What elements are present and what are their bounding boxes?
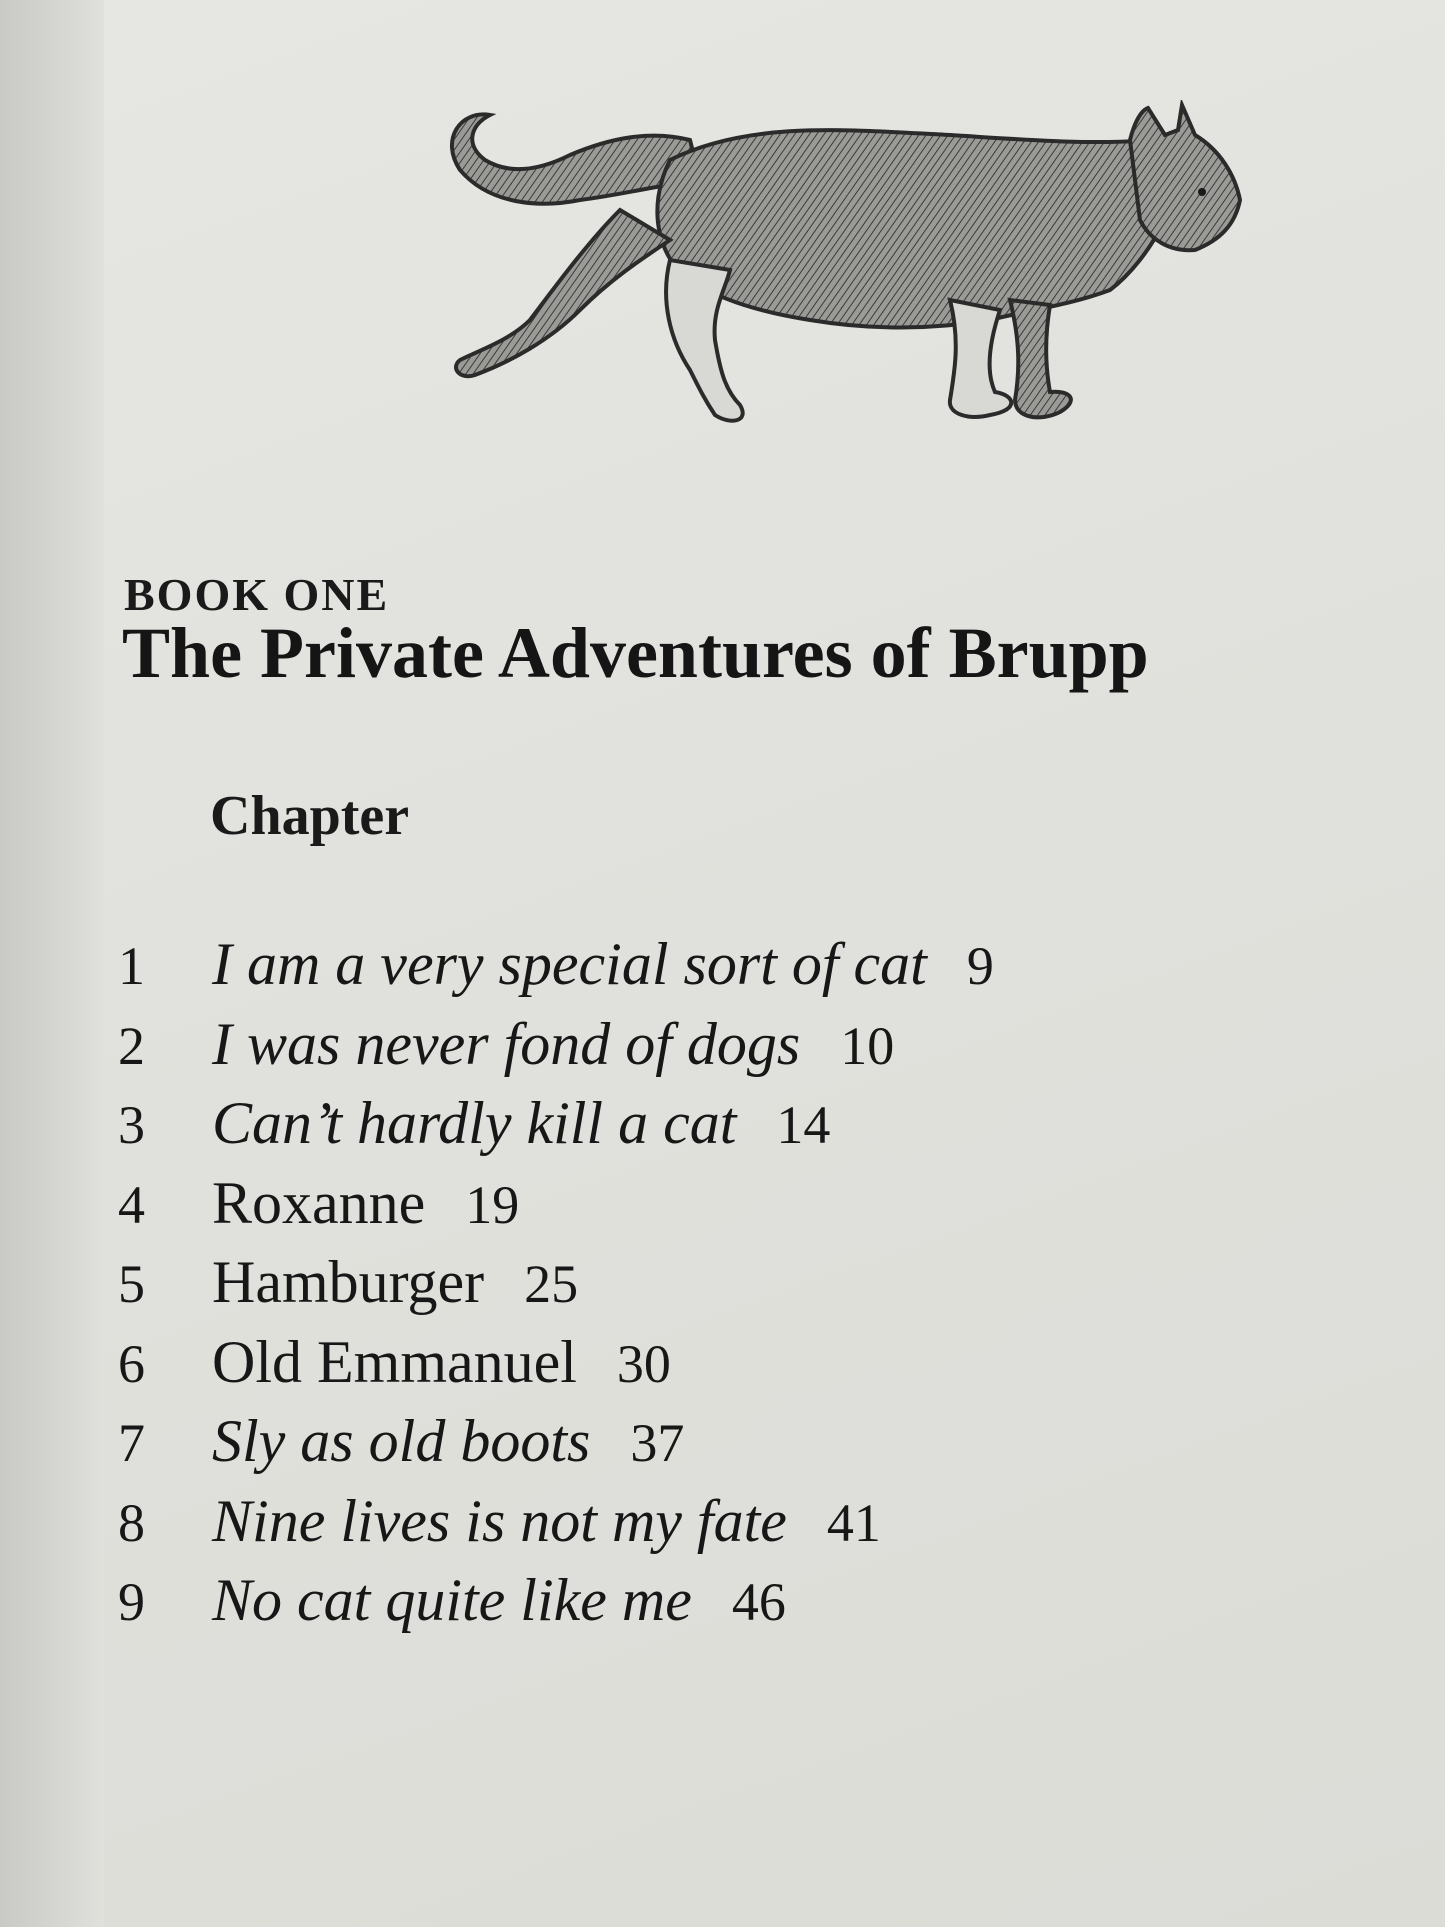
chapter-page-number: 14 bbox=[776, 1095, 831, 1155]
chapter-number: 4 bbox=[118, 1174, 145, 1235]
chapter-number: 8 bbox=[118, 1492, 145, 1553]
chapter-title: Nine lives is not my fate bbox=[212, 1487, 787, 1554]
walking-cat-illustration bbox=[430, 100, 1270, 480]
chapter-number: 7 bbox=[118, 1413, 145, 1473]
chapter-title: Hamburger bbox=[212, 1249, 485, 1315]
chapter-page-number: 19 bbox=[465, 1174, 520, 1235]
chapter-number: 2 bbox=[118, 1015, 145, 1076]
table-of-contents bbox=[118, 930, 994, 1646]
chapter-title: No cat quite like me bbox=[212, 1567, 692, 1633]
chapter-title: Old Emmanuel bbox=[212, 1328, 577, 1395]
chapter-page-number: 46 bbox=[731, 1572, 786, 1632]
toc-entry-3 bbox=[118, 1089, 994, 1169]
chapter-page-number: 25 bbox=[524, 1254, 579, 1314]
book-title: The Private Adventures of Brupp bbox=[122, 613, 1149, 693]
toc-entry-9 bbox=[118, 1566, 994, 1646]
toc-entry-1 bbox=[118, 930, 994, 1010]
chapter-page-number: 41 bbox=[826, 1492, 881, 1553]
toc-entry-6 bbox=[118, 1328, 994, 1408]
toc-entry-7 bbox=[118, 1407, 994, 1487]
chapter-number: 3 bbox=[118, 1095, 145, 1155]
chapter-number: 1 bbox=[118, 936, 145, 996]
chapter-title: I am a very special sort of cat bbox=[212, 931, 927, 997]
toc-entry-8 bbox=[118, 1487, 994, 1567]
toc-entry-4 bbox=[118, 1169, 994, 1249]
chapter-title: Can’t hardly kill a cat bbox=[212, 1090, 737, 1156]
chapter-page-number: 37 bbox=[630, 1413, 685, 1473]
toc-entry-2 bbox=[118, 1010, 994, 1090]
chapter-number: 5 bbox=[118, 1254, 145, 1314]
chapter-title: Roxanne bbox=[212, 1169, 426, 1236]
chapter-page-number: 10 bbox=[840, 1015, 895, 1076]
page-gutter-shadow bbox=[0, 0, 104, 1927]
book-label: BOOK ONE bbox=[124, 569, 390, 620]
chapter-page-number: 9 bbox=[966, 936, 994, 996]
chapter-page-number: 30 bbox=[616, 1333, 671, 1394]
chapter-number: 6 bbox=[118, 1333, 145, 1394]
chapter-number: 9 bbox=[118, 1572, 145, 1632]
chapter-title: I was never fond of dogs bbox=[212, 1010, 801, 1077]
toc-entry-5 bbox=[118, 1248, 994, 1328]
chapter-heading: Chapter bbox=[210, 785, 410, 847]
chapter-title: Sly as old boots bbox=[212, 1408, 591, 1474]
